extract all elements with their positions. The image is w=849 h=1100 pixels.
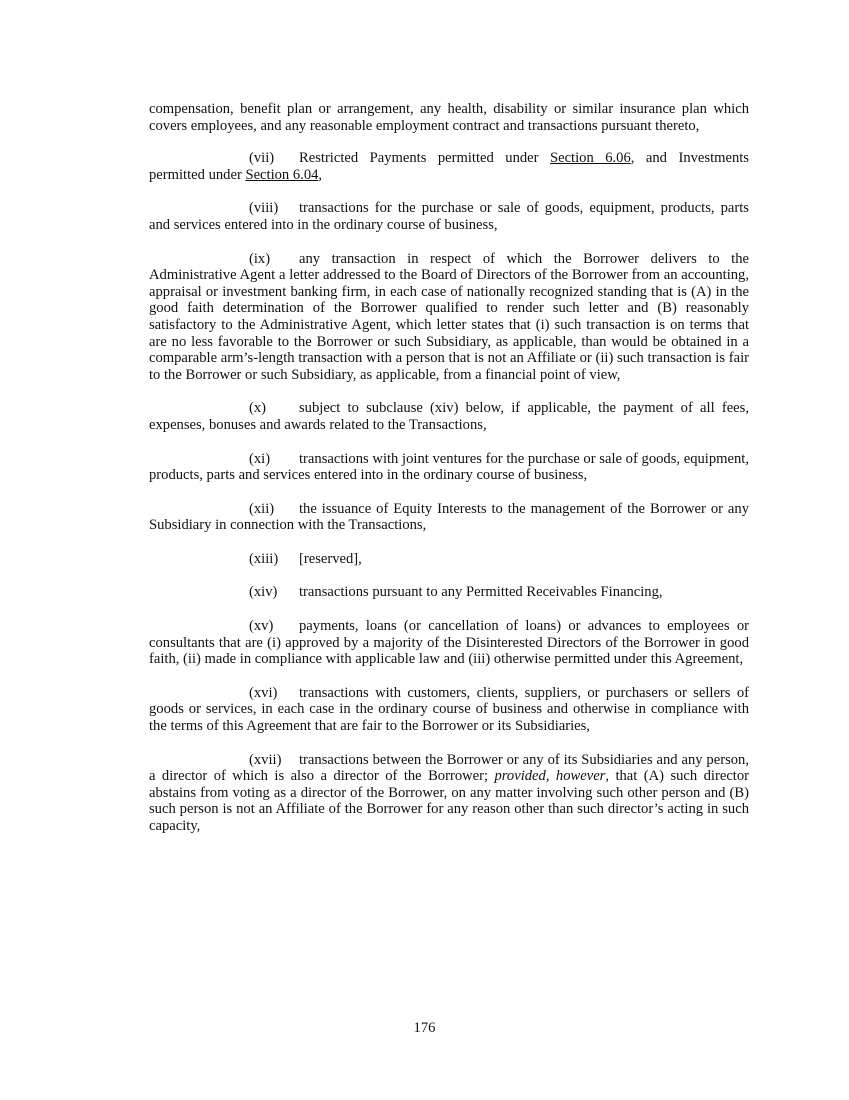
section-6-04-link[interactable]: Section 6.04 <box>245 166 319 183</box>
clause-xi <box>149 451 749 484</box>
clause-number: (xv) <box>249 618 274 635</box>
clause-xvi <box>149 685 749 735</box>
clause-text-end: , <box>318 166 323 183</box>
clause-xv <box>149 618 749 668</box>
clause-text-mid: , and Investments permitted under <box>149 150 749 183</box>
clause-number: (xvi) <box>249 684 278 701</box>
clause-x <box>149 400 749 433</box>
clause-text: any transaction in respect of which the Borrower delivers to the Administrative Agent a letter addressed to the Board of Directors of the Borrower from an accounting, appraisal or investment banking firm, in each case of nationally recognized standing that is (A) in the good faith determination of the Borrower qualified to render such letter and (B) reasonably satisfactory to the Administrative Agent, which letter states that (i) such transaction is on terms that are no less favorable to the Borrower or such Subsidiary, as applicable, than would be obtained in a comparable arm’s-length transaction with a person that is not an Affiliate or (ii) such transaction is fair to the Borrower or such Subsidiary, as applicable, from a financial point of view, <box>149 250 749 383</box>
clause-xiv <box>149 584 749 601</box>
clause-vii <box>149 150 749 183</box>
clause-text: transactions for the purchase or sale of goods, equipment, products, parts and services entered into in the ordinary course of business, <box>149 200 749 233</box>
clause-number: (xvii) <box>249 751 282 768</box>
clause-text: subject to subclause (xiv) below, if applicable, the payment of all fees, expenses, bonuses and awards related to the Transactions, <box>149 400 749 433</box>
page-number: 176 <box>413 1020 436 1036</box>
clause-number: (xiii) <box>249 550 279 567</box>
clause-text: Restricted Payments permitted under <box>299 150 550 167</box>
page-body <box>149 101 749 852</box>
clause-viii <box>149 200 749 233</box>
intro-paragraph: compensation, benefit plan or arrangement, any health, disability or similar insurance plan which covers employees, and any reasonable employment contract and transactions pursuant thereto, <box>149 101 749 134</box>
clause-text: transactions with joint ventures for the purchase or sale of goods, equipment, products, parts and services entered into in the ordinary course of business, <box>149 450 749 484</box>
clause-number: (ix) <box>249 250 271 267</box>
clause-text-end: , that (A) such director abstains from voting as a director of the Borrower, on any matter involving such other person and (B) such person is not an Affiliate of the Borrower for any reason other than such director’s acting in such capacity, <box>149 768 750 834</box>
clause-xiii <box>149 551 749 568</box>
clause-number: (xiv) <box>249 584 278 601</box>
clause-xii <box>149 501 749 534</box>
clause-xvii <box>149 752 749 835</box>
clause-number: (viii) <box>249 200 279 217</box>
clause-text: transactions between the Borrower or any of its Subsidiaries and any person, a director of which is also a director of the Borrower; <box>149 751 749 785</box>
clause-text: the issuance of Equity Interests to the management of the Borrower or any Subsidiary in connection with the Transactions, <box>149 500 749 534</box>
section-6-06-link[interactable]: Section 6.06 <box>549 150 631 167</box>
clause-number: (xii) <box>249 500 275 517</box>
proviso-italic: provided, however <box>494 768 606 785</box>
clause-ix <box>149 251 749 384</box>
clause-text: transactions pursuant to any Permitted Receivables Financing, <box>299 584 663 601</box>
clause-number: (xi) <box>249 450 271 467</box>
clause-text: [reserved], <box>299 550 362 567</box>
clause-text: payments, loans (or cancellation of loans) or advances to employees or consultants that are (i) approved by a majority of the Disinterested Directors of the Borrower in good faith, (ii) made in compliance with applicable law and (iii) otherwise permitted under this Agreement, <box>149 618 749 668</box>
clause-number: (x) <box>249 400 267 417</box>
clause-number: (vii) <box>249 150 275 167</box>
clause-text: transactions with customers, clients, suppliers, or purchasers or sellers of goods or services, in each case in the ordinary course of business and otherwise in compliance with the terms of this Agreement that are fair to the Borrower or its Subsidiaries, <box>149 684 749 735</box>
